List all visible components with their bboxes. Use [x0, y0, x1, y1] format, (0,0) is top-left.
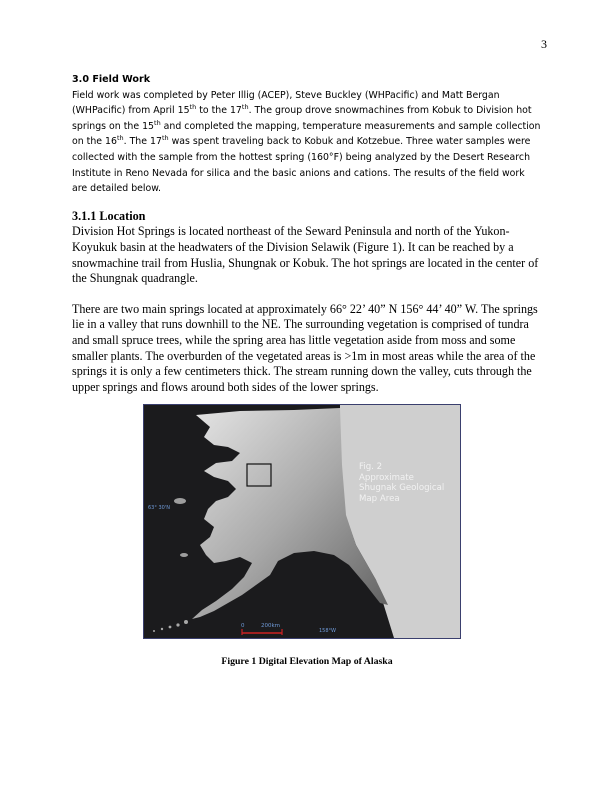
alaska-elevation-map [143, 404, 461, 639]
page-number: 3 [541, 37, 547, 51]
fig-2-label: Fig. 2 Approximate Shugnak Geological Map Area [359, 462, 445, 504]
scale-zero-label: 0 [241, 623, 245, 629]
location-paragraph-2: There are two main springs located at approximately 66° 22’ 40” N 156° 44’ 40” W. The springs lie in a valley that runs downhill to the NE. The surrounding vegetation is comprised of tundra and small spruce trees, while the spring area has little vegetation aside from moss and some smaller plants. The overburden of the vegetated areas is >1m in most areas while the area of the springs it is only a few centimeters thick. The stream running down the valley, cuts through the upper springs and flows around both sides of the lower springs. [72, 301, 538, 394]
alaska-map-graphic [144, 405, 460, 638]
section-heading: 3.0 Field Work [72, 74, 151, 85]
page-content [72, 72, 542, 395]
latitude-label: 63° 30'N [148, 505, 170, 511]
figure-caption: Figure 1 Digital Elevation Map of Alaska [221, 656, 393, 667]
field-work-paragraph: Field work was completed by Peter Illig (ACEP), Steve Buckley (WHPacific) and Matt Bergan (WHPacific) from April 15th to the 17th. The group drove snowmachines from Kobuk to Division hot springs on the 15th and completed the mapping, temperature measurements and sample collection on the 16th. The 17th was spent traveling back to Kobuk and Kotzebue. Three water samples were collected with the sample from the hottest spring (160°F) being analyzed by the Desert Research Institute in Reno Nevada for silica and the basic anions and cations. The results of the field work are detailed below. [72, 89, 541, 195]
scale-distance-label: 200km [261, 623, 281, 629]
location-heading: 3.1.1 Location [72, 208, 146, 223]
location-paragraph-1: Division Hot Springs is located northeast of the Seward Peninsula and north of the Yukon-Koyukuk basin at the headwaters of the Division Selawik (Figure 1). It can be reached by a snowmachine trail from Huslia, Shungnak or Kobuk. The hot springs are located in the center of the Shungnak quadrangle. [72, 224, 539, 286]
longitude-label: 158°W [319, 628, 336, 634]
